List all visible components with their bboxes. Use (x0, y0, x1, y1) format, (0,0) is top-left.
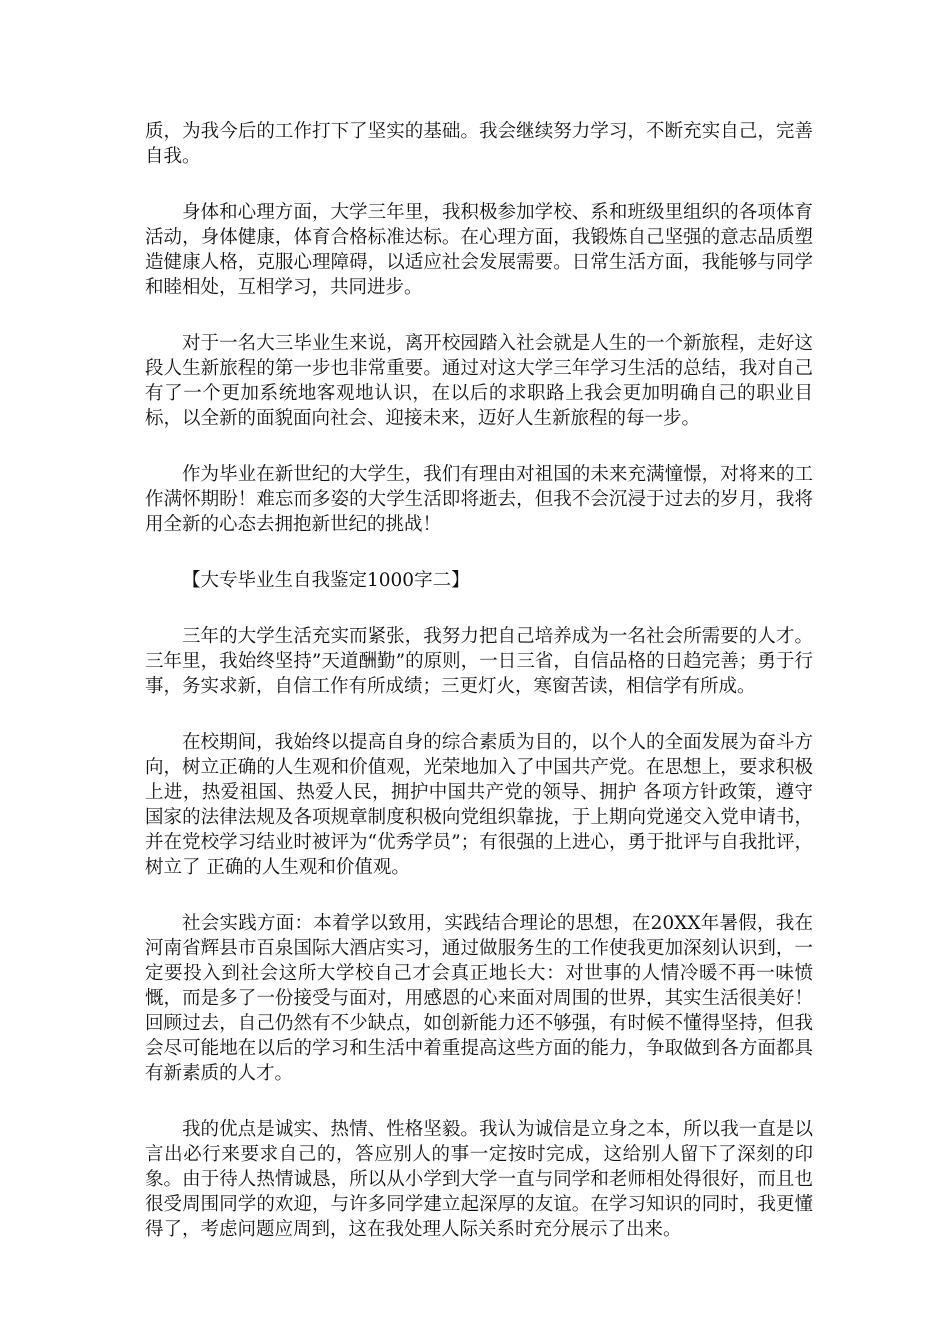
paragraph-social-practice: 社会实践方面：本着学以致用，实践结合理论的思想，在20XX年暑假，我在河南省辉县市百泉国际大酒店实习，通过做服务生的工作使我更加深刻认识到，一定要投入到社会这所大学校自己才会真正地长大：对世事的人情冷暖不再一味愤慨，而是多了一份接受与面对，用感恩的心来面对周围的世界，其实生活很美好！回顾过去，自己仍然有不少缺点，如创新能力还不够强，有时候不懂得坚持，但我会尽可能地在以后的学习和生活中着重提高这些方面的能力，争取做到各方面都具有新素质的人才。 (145, 913, 813, 1084)
paragraph-on-campus: 在校期间，我始终以提高自身的综合素质为目的，以个人的全面发展为奋斗方向，树立正确的人生观和价值观，光荣地加入了中国共产党。在思想上，要求积极上进，热爱祖国、热爱人民，拥护中国共产党的领导、拥护 各项方针政策，遵守国家的法律法规及各项规章制度积极向党组织靠拢，于上期向党递交入党申请书，并在党校学习结业时被评为“优秀学员”；有很强的上进心，勇于批评与自我批评，树立了 正确的人生观和价值观。 (145, 732, 813, 878)
paragraph-three-years: 三年的大学生活充实而紧张，我努力把自己培养成为一名社会所需要的人才。三年里，我始终坚持”天道酬勤”的原则，一日三省，自信品格的日趋完善；勇于行事，务实求新，自信工作有所成绩；三更灯火，寒窗苦读，相信学有所成。 (145, 626, 813, 697)
paragraph-strengths: 我的优点是诚实、热情、性格坚毅。我认为诚信是立身之本，所以我一直是以言出必行来要求自己的，答应别人的事一定按时完成，这给别人留下了深刻的印象。由于待人热情诚恳，所以从小学到大学一直与同学和老师相处得很好，而且也很受周围同学的欢迎，与许多同学建立起深厚的友谊。在学习知识的同时，我更懂得了，考虑问题应周到，这在我处理人际关系时充分展示了出来。 (145, 1119, 813, 1240)
section-heading: 【大专毕业生自我鉴定1000字二】 (182, 570, 470, 591)
paragraph-continuation: 质，为我今后的工作打下了坚实的基础。我会继续努力学习，不断充实自己，完善自我。 (145, 121, 813, 167)
paragraph-new-journey: 对于一名大三毕业生来说，离开校园踏入社会就是人生的一个新旅程，走好这段人生新旅程的第一步也非常重要。通过对这大学三年学习生活的总结，我对自己有了一个更加系统地客观地认识，在以后的求职路上我会更加明确自己的职业目标，以全新的面貌面向社会、迎接未来，迈好人生新旅程的每一步。 (145, 333, 813, 429)
document-page (145, 119, 813, 1273)
paragraph-physical-mental: 身体和心理方面，大学三年里，我积极参加学校、系和班级里组织的各项体育活动，身体健康，体育合格标准达标。在心理方面，我锻炼自己坚强的意志品质塑造健康人格，克服心理障碍，以适应社会发展需要。日常生活方面，我能够与同学和睦相处，互相学习，共同进步。 (145, 202, 813, 298)
paragraph-new-century: 作为毕业在新世纪的大学生，我们有理由对祖国的未来充满憧憬，对将来的工作满怀期盼！难忘而多姿的大学生活即将逝去，但我不会沉浸于过去的岁月，我将用全新的心态去拥抱新世纪的挑战！ (145, 464, 813, 535)
